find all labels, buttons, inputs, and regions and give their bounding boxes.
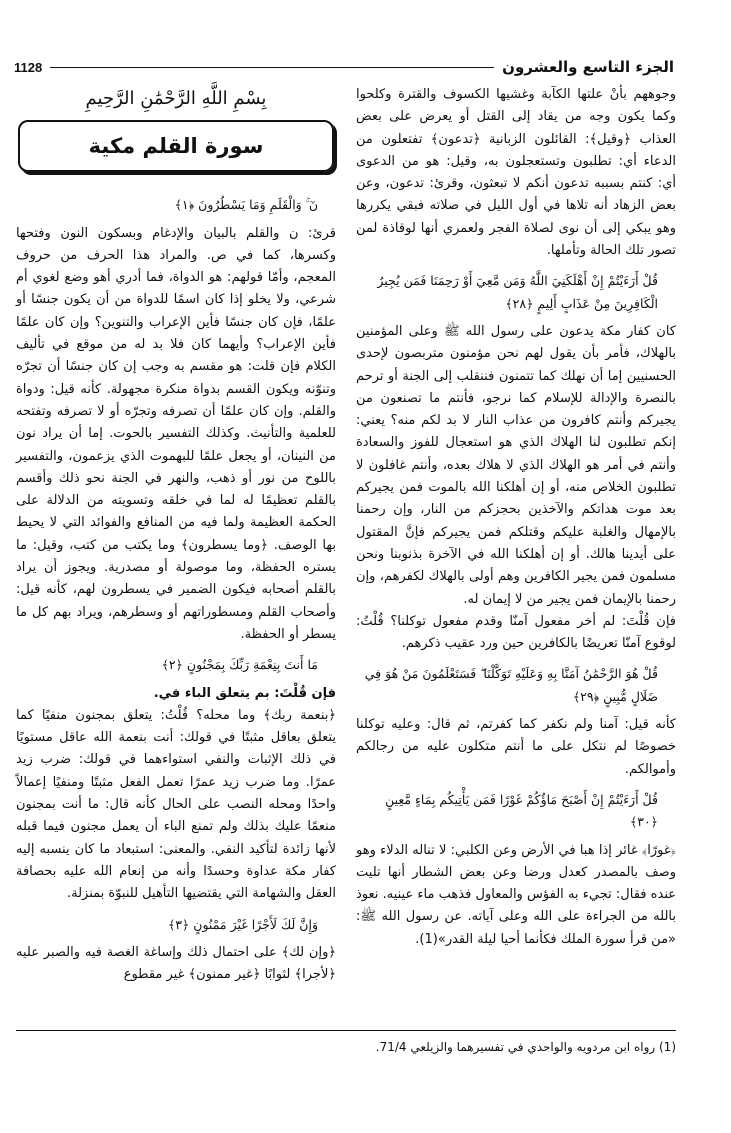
tafsir-paragraph: كأنه قيل: آمنا ولم نكفر كما كفرتم، ثم قال: وعليه توكلنا خصوصًا لم نتكل على ما أنتم متكلون عليه من رجالكم وأموالكم.	[356, 717, 676, 777]
header-rule	[50, 67, 494, 68]
quran-verse-30: قُلْ أَرَءَيْتُمْ إِنْ أَصْبَحَ مَاؤُكُمْ غَوْرًا فَمَن يَأْتِيكُم بِمَاءٍ مَّعِينٍ ﴿٣٠﴾	[385, 791, 658, 830]
quran-verse-1: نٓ ۚ وَالْقَلَمِ وَمَا يَسْطُرُونَ ﴿١﴾	[174, 197, 318, 213]
footnote: (1) رواه ابن مردويه والواحدي في تفسيرهما والزيلعي 71/4.	[375, 1040, 676, 1054]
question-answer: فإن قُلْتَ: لم أخر مفعول آمنّا وقدم مفعول توكلنا؟ قُلْتُ: لوقوع آمنّا تعريضًا بالكافرين حين ورد عقيب ذكرهم.	[356, 613, 676, 652]
left-column	[16, 84, 336, 986]
surah-title-box: سورة القلم مكية	[18, 120, 334, 172]
quran-verse-3: وَإِنَّ لَكَ لَأَجْرًا غَيْرَ مَمْنُونٍ ﴿٣﴾	[167, 916, 318, 932]
tafsir-paragraph: ﴿غورًا﴾ غائر إذا هبا في الأرض وعن الكلبي: لا تناله الدلاء وهو وصف بالمصدر كعدل ورضا وعن بعض الشطار أنها تليت عنده فقال: تجيء به الفؤس والمعاول فذهب ماء عينيه. نعوذ بالله من الجراءة على الله وعلى آياته. عن رسول الله ﷺ: «من قرأ سورة الملك فكأنما أحيا ليلة القدر»(1).	[356, 842, 676, 947]
quran-verse-28: قُلْ أَرَءَيْتُمْ إِنْ أَهْلَكَنِيَ اللَّهُ وَمَن مَّعِيَ أَوْ رَحِمَنَا فَمَن يُجِيرُ الْكَافِرِينَ مِنْ عَذَابٍ أَلِيمٍ ﴿٢٨﴾	[377, 273, 658, 311]
tafsir-paragraph: قرئ: ن والقلم بالبيان والإدغام وبسكون النون وفتحها وكسرها، كما في ص. والمراد هذا الحرف من حروف المعجم، وأمّا قولهم: هو الدواة، فما أدري أهو وضع لغوي أم شرعي، ولا يخلو إذا كان اسمًا للدواة من أن يكون جنسًا أو علمًا، فإن كان جنسًا فأين الإعراب والتنوين؟ وإن كان علمًا فأين الإعراب؟ وأيهما كان فلا بد له من موقع في تأليف الكلام فإن قلت: هو مقسم به وجب إن كان جنسًا أن تجرّه وتنوّنه ويكون القسم بدواة منكرة مجهولة. كأنه قيل: ودواة والقلم. وإن كان علمًا أن تصرفه وتجرّه أو لا تصرفه وتفتحه للعلمية والتأنيث. وكذلك التفسير بالحوت. إما أن يراد نون من النينان، أو يجعل علمًا للبهموت الذي يزعمون، والتفسير باللوح من نور أو ذهب، والنهر في الجنة نحو ذلك وأقسم بالقلم تعظيمًا له لما في خلقه وتسويته من الدلالة على الحكمة العظيمة ولما فيه من المنافع والفوائد التي لا يحيط بها الوصف. ﴿وما يسطرون﴾ وما يكتب من كتب، وقيل: ما يستره الحفظة، وما موصولة أو مصدرية. ويجوز أن يراد بالقلم أصحابه فيكون الضمير في يسطرون لهم، كأنه قيل: وأصحاب القلم ومسطوراتهم أو وسطرهم، ويراد بهم كل ما يسطر أو الحفظة.	[16, 225, 336, 642]
tafsir-paragraph: وجوههم بأنْ علتها الكآبة وغشيها الكسوف والقترة وكلحوا وكما يكون وجه من يقاد إلى القتل أو يعرض على بعض العذاب ﴿وقيل﴾: القائلون الزبانية ﴿تدعون﴾ تفتعلون من الدعاء أي: تطلبون وتستعجلون به، وقيل: هو من الدعوى أي: كنتم بسببه تدعون أنكم لا تبعثون، وقرئ: تدعون، وعن بعض الزهاد أنه تلاها في أول الليل في صلاته فبقي يكررها وهو يبكي إلى أن نوى لصلاة الفجر ولعمري أنها لوقاذة لمن تصور تلك الحالة وتأملها.	[356, 87, 676, 259]
part-title: الجزء التاسع والعشرون	[502, 58, 674, 76]
question-line: فإن قُلْتَ: بم يتعلق الباء في.	[153, 685, 336, 701]
running-header	[14, 55, 674, 79]
quran-verse-2: مَا أَنتَ بِنِعْمَةِ رَبِّكَ بِمَجْنُونٍ ﴿٢﴾	[161, 657, 318, 673]
right-column	[356, 84, 676, 951]
tafsir-paragraph: كان كفار مكة يدعون على رسول الله ﷺ وعلى المؤمنين بالهلاك، فأمر بأن يقول لهم نحن مؤمنون متربصون لإحدى الحسنيين إما أن نهلك كما تتمنون فننقلب إلى الجنة أو ترحم بالنصرة والإدالة للإسلام كما نرجو، فأنتم ما تصنعون من يجيركم وأنتم كافرون من عذاب النار لا بد لكم منه؟ يعني: إنكم تطلبون لنا الهلاك الذي هو استعجال للفوز والسعادة وأنتم في أمر هو الهلاك الذي لا هلاك بعده، وأنتم غافلون لا تطلبون الخلاص منه، أو إن أهلكنا الله بالموت فمن يجيركم بعد موت هداتكم والآخذين بحجزكم من النار، وإن رحمنا بالإمهال والغلبة عليكم وقتلكم فمن يجيركم فإنَّ المقتول على أيدينا هالك. أو إن أهلكنا الله في الآخرة بذنوبنا ونحن مسلمون فمن يجير الكافرين وهم أولى بالهلاك لكفرهم، وإن رحمنا بالإيمان فمن يجير من لا إيمان له.	[356, 323, 676, 607]
quran-verse-29: قُلْ هُوَ الرَّحْمَٰنُ آمَنَّا بِهِ وَعَلَيْهِ تَوَكَّلْنَا ۖ فَسَتَعْلَمُونَ مَنْ هُوَ فِي ضَلَالٍ مُّبِينٍ ﴿٢٩﴾	[364, 666, 658, 704]
page-number: 1128	[14, 59, 43, 75]
basmala: بِسْمِ اللَّهِ الرَّحْمَٰنِ الرَّحِيمِ	[85, 88, 267, 109]
tafsir-paragraph: ﴿وإن لك﴾ على احتمال ذلك وإساغة الغصة فيه والصبر عليه ﴿لأجرا﴾ لثوابًا ﴿غير ممنون﴾ غير مقطوع	[16, 944, 336, 983]
footnote-rule	[16, 1030, 676, 1031]
tafsir-paragraph: ﴿بنعمة ربك﴾ وما محله؟ قُلْتُ: يتعلق بمجنون منفيًا كما يتعلق بعاقل مثبتًا في قولك: أنت بنعمة الله عاقل مستويًا في ذلك الإثبات والنفي استواءهما في قولك: ضرب زيد عمرًا. وما ضرب زيد عمرًا تعمل الفعل مثبتًا ومنفيًا إعمالاً واحدًا ومحله النصب على الحال كأنه قال: ما أنت بمجنون منعمًا عليك بذلك ولم تمنع الباء أن يعمل مجنون فيما قبله لأنها زائدة لتأكيد النفي. والمعنى: استبعاد ما كان ينسبه إليه كفار مكة عداوة وحسدًا وأنه من إنعام الله عليه بحصافة العقل والشهامة التي يقتضيها التأهيل للنبوّة بمنزلة.	[16, 707, 336, 902]
